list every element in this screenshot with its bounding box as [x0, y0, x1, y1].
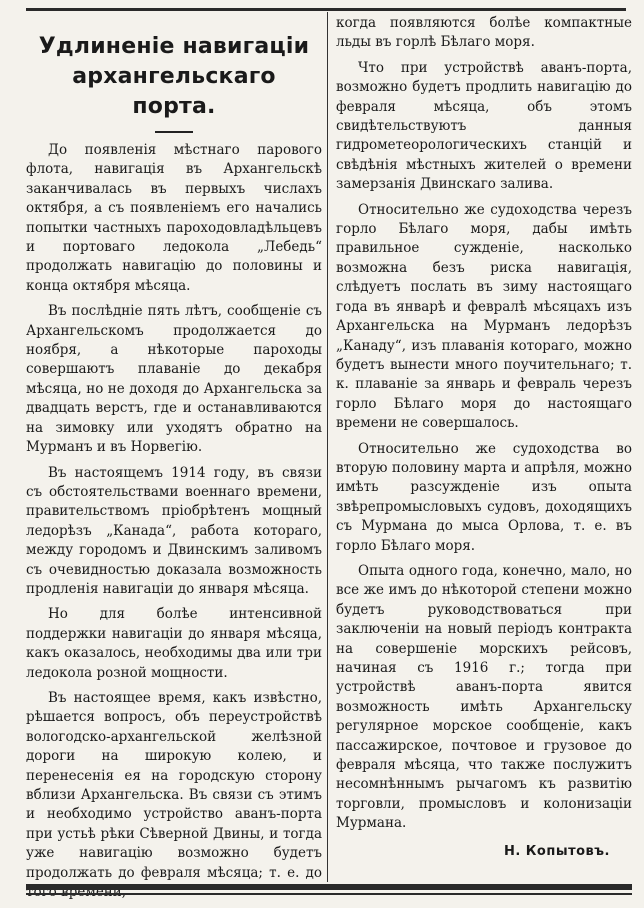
- paragraph: Опыта одного года, конечно, мало, но все же имъ до нѣкоторой степени можно будетъ руководствоваться при заключеніи на новый періодъ контракта на совершеніе морскихъ рейсовъ, начиная съ 1916 г.; тогда при устройствѣ аванъ-порта явится возможность имѣть Архангельску регулярное морское сообщеніе, какъ пассажирское, почтовое и грузовое до февраля мѣсяца, что также послужитъ несомнѣннымъ рычагомъ къ развитію торговли, промысловъ и колонизаціи Мурмана.: [336, 562, 632, 832]
- left-column: [26, 14, 322, 908]
- author-signature: Н. Копытовъ.: [503, 843, 610, 859]
- bottom-rule: [26, 884, 632, 890]
- paragraph: когда появляются болѣе компактные льды въ горлѣ Бѣлаго моря.: [336, 15, 632, 51]
- right-column: [336, 14, 632, 859]
- paragraph: Въ настоящемъ 1914 году, въ связи съ обстоятельствами военнаго времени, правительствомъ пріобрѣтенъ мощный ледорѣзъ „Канада“, работа котораго, между городомъ и Двинскимъ заливомъ съ очевидностью доказала возможность продленія навигаціи до января мѣсяца.: [26, 464, 322, 597]
- paragraph: Въ послѣдніе пять лѣтъ, сообщеніе съ Архангельскомъ продолжается до ноября, а нѣкоторые пароходы совершаютъ плаваніе до декабря мѣсяца, но не доходя до Архангельска за двадцать верстъ, где и останавливаются на зимовку или уходятъ обратно на Мурманъ и въ Норвегію.: [26, 303, 322, 456]
- bottom-rule-thin: [26, 893, 632, 895]
- title-underline: [155, 131, 193, 133]
- paragraph: Въ настоящее время, какъ извѣстно, рѣшается вопросъ, объ переустройствѣ вологодско-архангельской желѣзной дороги на широкую колею, и перенесенія ея на городскую сторону вблизи Архангельска. Въ связи съ этимъ и необходимо устройство аванъ-порта при устьѣ рѣки Сѣверной Двины, и тогда уже навигацію возможно будетъ продолжать до февраля мѣсяца; т. е. до: [26, 689, 322, 881]
- paragraph: Относительно же судоходства во вторую половину марта и апрѣля, можно имѣть разсужденіе изъ опыта звѣрепромысловыхъ судовъ, доходящихъ съ Мурмана до мыса Орлова, т. е. въ горло Бѣлаго моря.: [336, 440, 632, 554]
- paragraph: Но для болѣе интенсивной поддержки навигаціи до января мѣсяца, какъ оказалось, необходимы два или три ледокола розной мощности.: [26, 606, 322, 681]
- paragraph: Что при устройствѣ аванъ-порта, возможно будетъ продлить навигацію до февраля мѣсяца, объ этомъ свидѣтельствуютъ данныя гидрометеорологическихъ станцій и свѣдѣнія мѣстныхъ жителей о времени замерзанія Двинскаго залива.: [336, 59, 632, 193]
- top-rule: [26, 8, 626, 11]
- paragraph: Относительно же судоходства черезъ горло Бѣлаго моря, дабы имѣть правильное сужденіе, насколько возможна безъ риска навигація, слѣдуетъ послать въ зиму настоящаго года въ январѣ и февралѣ мѣсяцахъ изъ Архангельска на Мурманъ ледорѣзъ „Канаду“, изъ плаванія котораго, можно будетъ вынести много поучительнаго; т. к. плаваніе за январь и февраль черезъ горло Бѣлаго моря до настоящаго времени не совершалось.: [336, 201, 632, 432]
- article-title: Удлиненіе навигаціи архангельскаго порта.: [38, 34, 310, 119]
- paragraph: До появленія мѣстнаго парового флота, навигація въ Архангельскѣ заканчивалась въ первыхъ числахъ октября, а съ появленіемъ его начались попытки частныхъ пароходовладѣльцевъ и портоваго ледокола „Лебедь“ продолжать навигацію до половины и конца октября мѣсяца.: [26, 142, 322, 294]
- column-divider: [327, 12, 328, 882]
